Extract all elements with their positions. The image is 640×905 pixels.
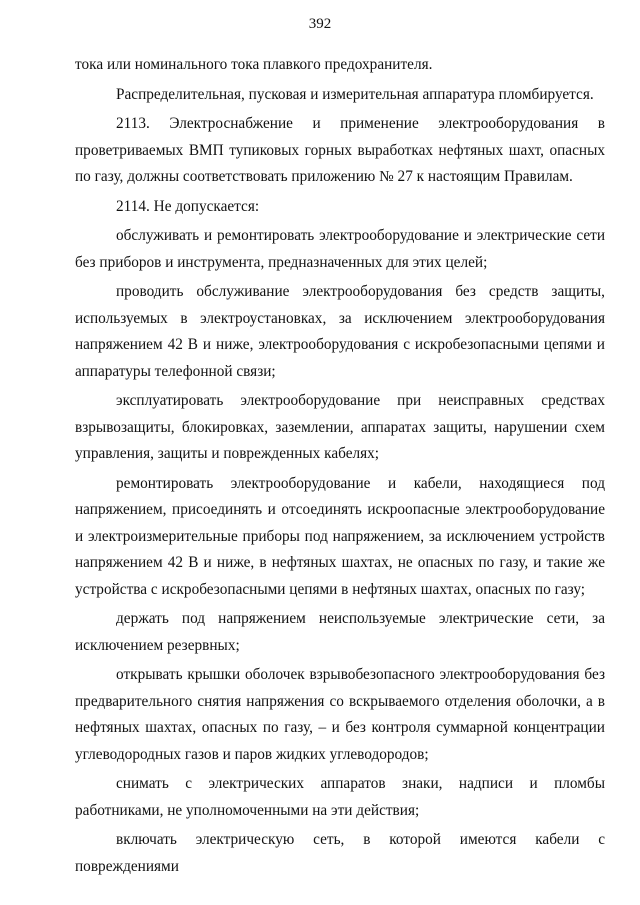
list-item-protection: проводить обслуживание электрооборудования без средств защиты, используемых в электроустановках, за исключением электрооборудования напряжением 42 В и ниже, электрооборудования с искробезопасными цепями и аппаратуры телефонной связи;: [75, 283, 605, 380]
list-item-energized-networks: держать под напряжением неиспользуемые электрические сети, за исключением резервных;: [75, 610, 605, 654]
page-number: 392: [308, 16, 332, 32]
list-item-switching-on: включать электрическую сеть, в которой имеются кабели с повреждениями: [75, 831, 605, 875]
paragraph-continuation: тока или номинального тока плавкого предохранителя.: [75, 56, 433, 73]
list-item-removing-seals: снимать с электрических аппаратов знаки, надписи и пломбы работниками, не уполномоченными на эти действия;: [75, 775, 605, 819]
list-item-opening-covers: открывать крышки оболочек взрывобезопасного электрооборудования без предварительного снятия напряжения со вскрываемого отделения оболочки, а в нефтяных шахтах, опасных по газу, – и без контроля суммарной концентрации углеводородных газов и паров жидких углеводородов;: [75, 666, 605, 763]
paragraph-2113: 2113. Электроснабжение и применение электрооборудования в проветриваемых ВМП тупиковых горных выработках нефтяных шахт, опасных по газу, должны соответствовать приложению № 27 к настоящим Правилам.: [75, 115, 605, 185]
document-body: [75, 52, 605, 880]
list-item-repair: ремонтировать электрооборудование и кабели, находящиеся под напряжением, присоединять и отсоединять искроопасные электрооборудование и электроизмерительные приборы под напряжением, за исключением устройств напряжением 42 В и ниже, в нефтяных шахтах, не опасных по газу, и такие же устройства с искробезопасными цепями в нефтяных шахтах, опасных по газу;: [75, 474, 605, 598]
list-item-servicing: обслуживать и ремонтировать электрооборудование и электрические сети без приборов и инструмента, предназначенных для этих целей;: [75, 227, 605, 271]
paragraph-sealing: Распределительная, пусковая и измерительная аппаратура пломбируется.: [116, 85, 594, 103]
list-item-operation: эксплуатировать электрооборудование при неисправных средствах взрывозащиты, блокировках, заземлении, аппаратах защиты, нарушении схем управления, защиты и поврежденных кабелях;: [75, 392, 605, 462]
paragraph-2114: 2114. Не допускается:: [116, 197, 260, 215]
